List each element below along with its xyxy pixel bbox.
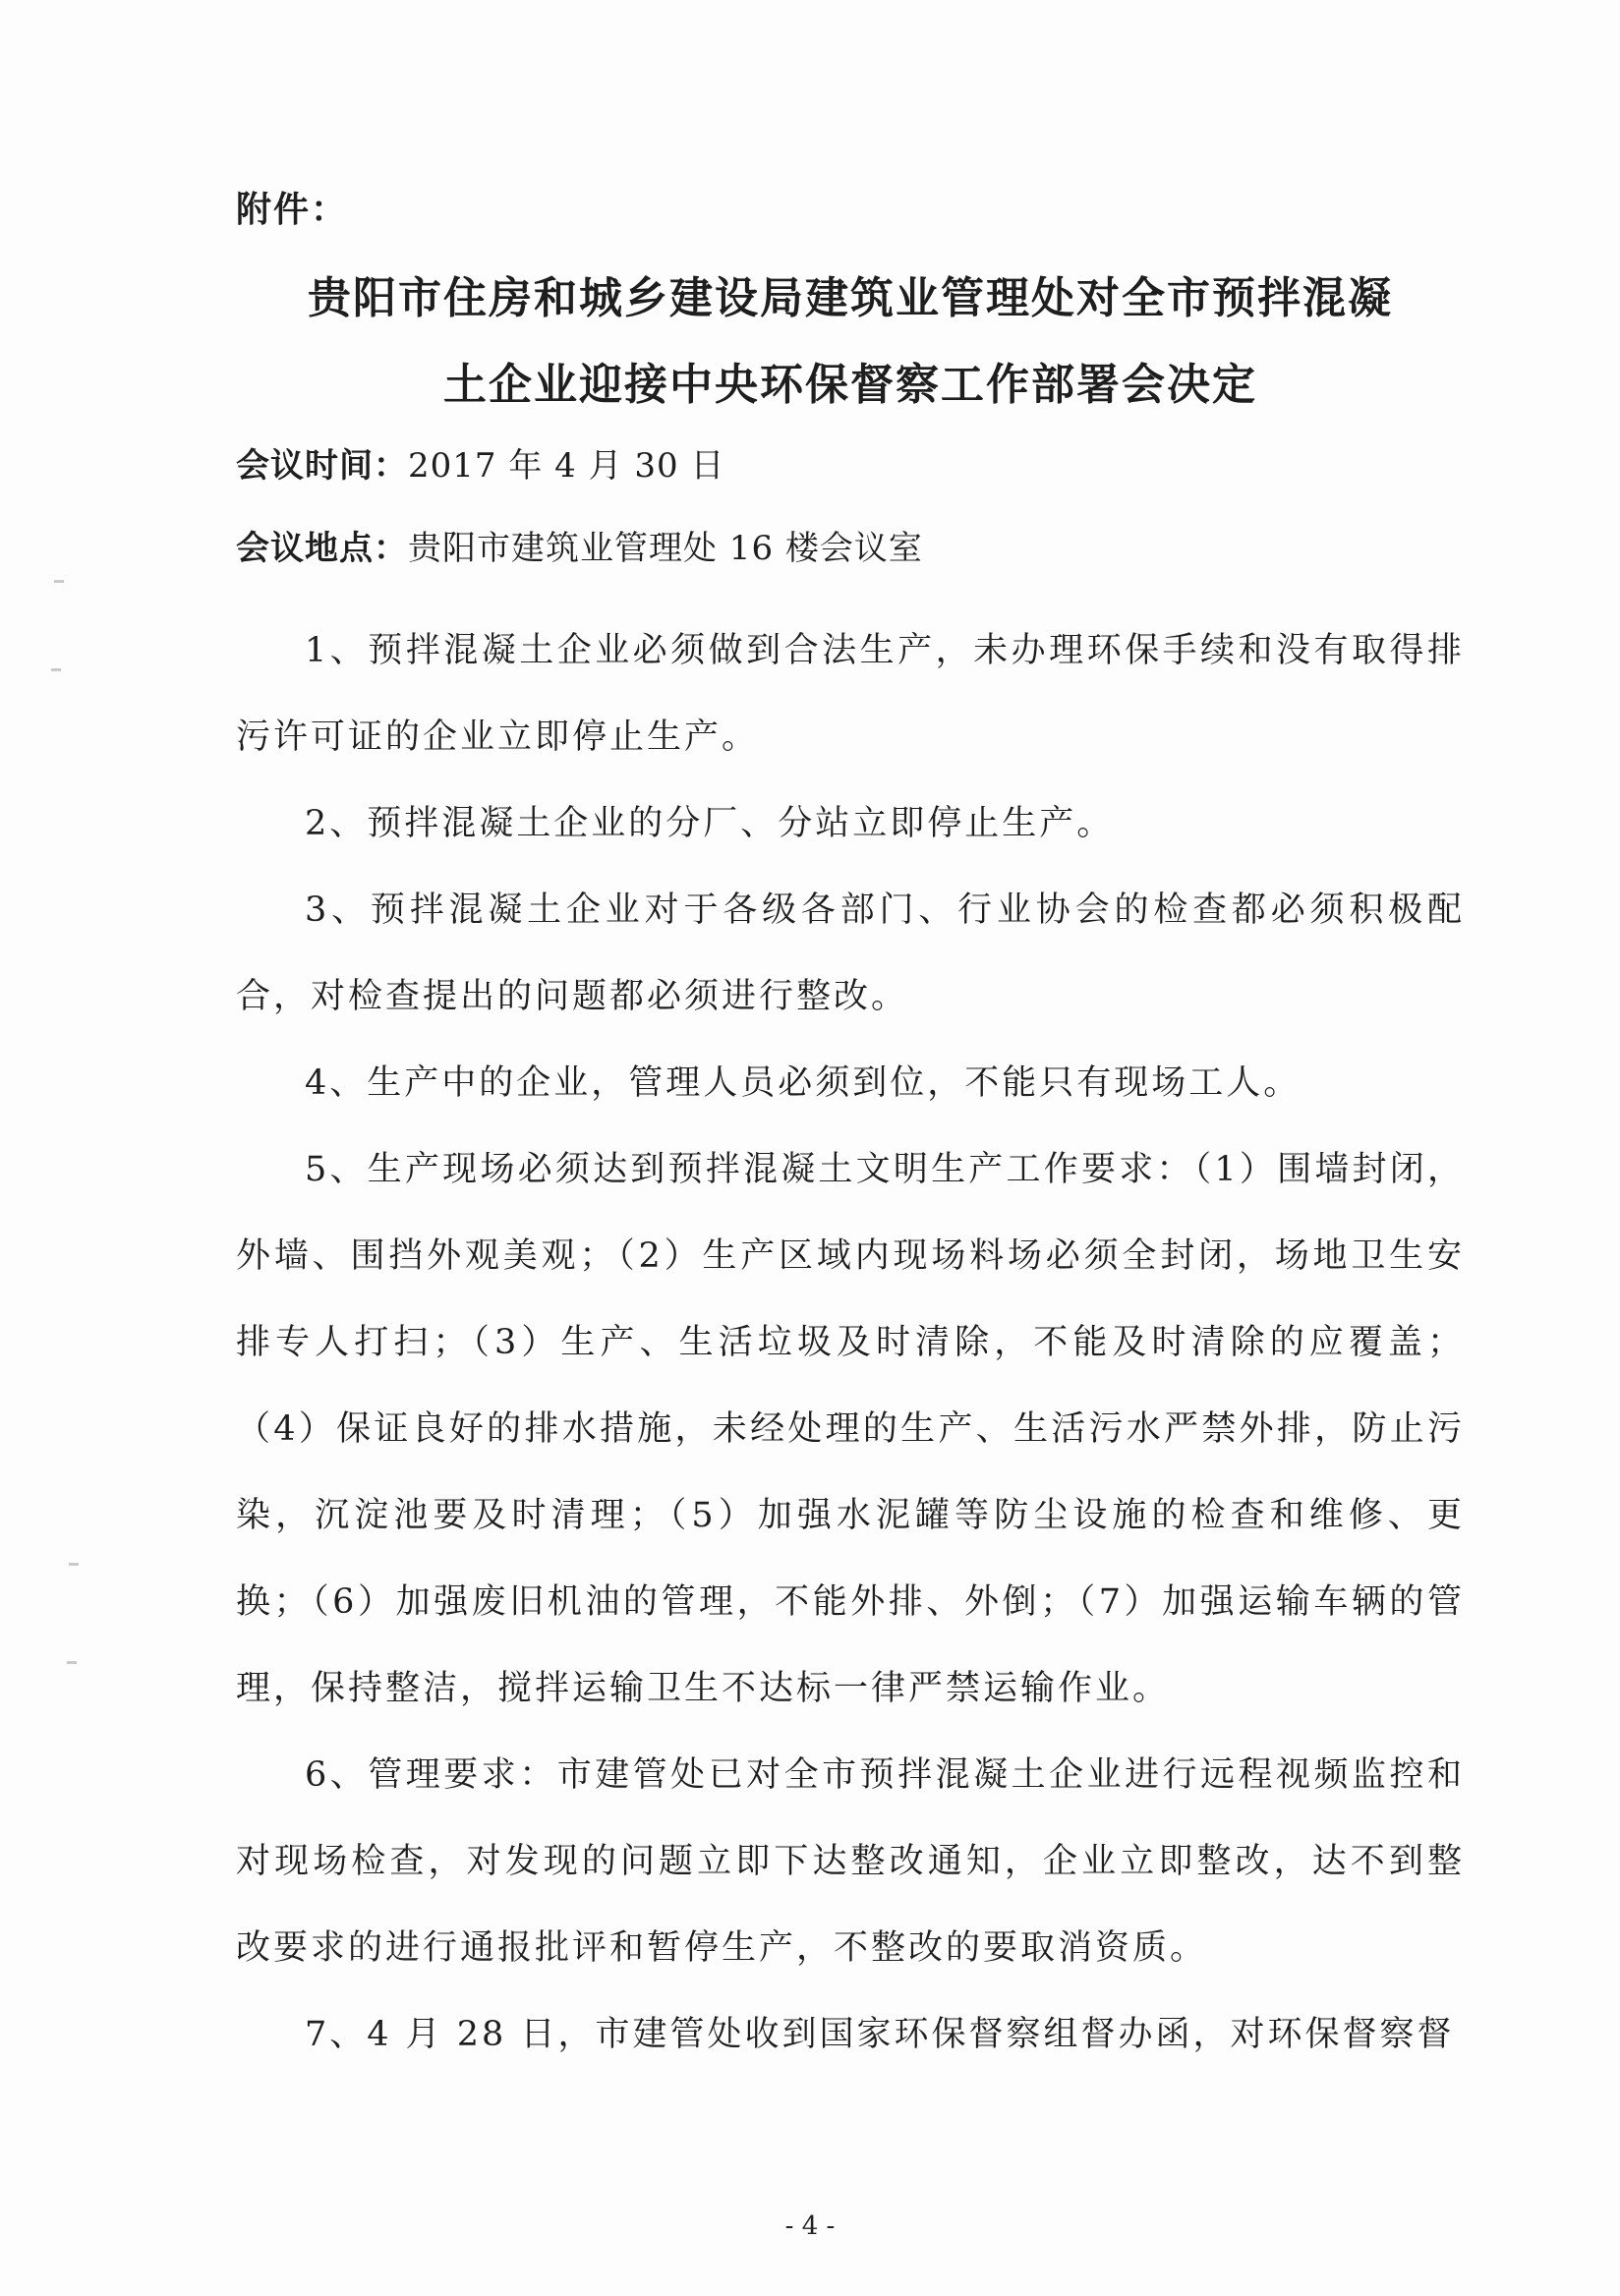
paragraph-1: 1、预拌混凝土企业必须做到合法生产，未办理环保手续和没有取得排污许可证的企业立即停止生产。 (236, 631, 1465, 757)
attachment-label: 附件： (236, 190, 349, 230)
meeting-place (236, 523, 1465, 574)
paragraph-4: 4、生产中的企业，管理人员必须到位，不能只有现场工人。 (305, 1063, 1302, 1103)
title-line-2: 土企业迎接中央环保督察工作部署会决定 (443, 360, 1257, 410)
document-body (236, 187, 1465, 2078)
paragraph-7: 7、4 月 28 日，市建管处收到国家环保督察组督办函，对环保督察督 (305, 2015, 1455, 2054)
paragraph-6: 6、管理要求：市建管处已对全市预拌混凝土企业进行远程视频监控和对现场检查，对发现的问题立即下达整改通知，企业立即整改，达不到整改要求的进行通报批评和暂停生产，不整改的要取消资质。 (236, 1755, 1465, 1968)
paragraph-2: 2、预拌混凝土企业的分厂、分站立即停止生产。 (305, 804, 1115, 843)
title-line-1: 贵阳市住房和城乡建设局建筑业管理处对全市预拌混凝 (308, 273, 1393, 323)
paragraph-5: 5、生产现场必须达到预拌混凝土文明生产工作要求：（1）围墙封闭，外墙、围挡外观美观；（2）生产区域内现场料场必须全封闭，场地卫生安排专人打扫；（3）生产、生活垃圾及时清除，不能及时清除的应覆盖；（4）保证良好的排水措施，未经处理的生产、生活污水严禁外排，防止污染，沉淀池要及时清理；（5）加强水泥罐等防尘设施的检查和维修、更换；（6）加强废旧机油的管理，不能外排、外倒；（7）加强运输车辆的管理，保持整洁，搅拌运输卫生不达标一律严禁运输作业。 (236, 1150, 1465, 1708)
page-number: - 4 - (784, 2211, 836, 2241)
scan-mark (51, 668, 61, 671)
paragraph-3: 3、预拌混凝土企业对于各级各部门、行业协会的检查都必须积极配合，对检查提出的问题都必须进行整改。 (236, 890, 1465, 1016)
meeting-place-label: 会议地点： (236, 529, 408, 568)
scan-mark (69, 1563, 79, 1566)
meeting-info (236, 440, 1465, 574)
meeting-time-label: 会议时间： (236, 446, 408, 486)
scan-mark (67, 1661, 77, 1664)
meeting-place-value: 贵阳市建筑业管理处 16 楼会议室 (408, 529, 923, 568)
scan-mark (54, 580, 64, 583)
meeting-time-value: 2017 年 4 月 30 日 (408, 446, 725, 486)
document-title (236, 256, 1465, 429)
meeting-time (236, 440, 1465, 491)
